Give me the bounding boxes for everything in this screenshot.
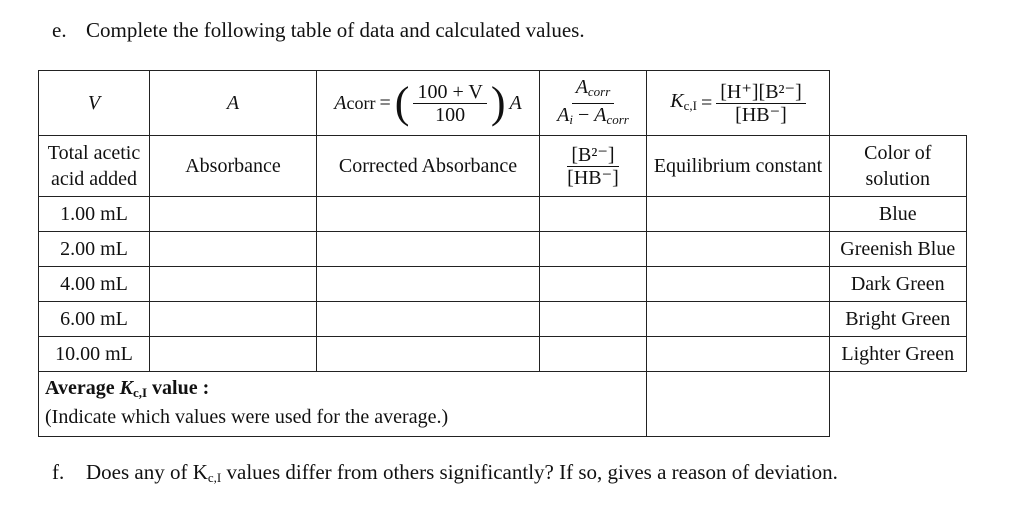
ratio-input-cell[interactable] [540, 197, 647, 232]
subheader-volume: Total acetic acid added [39, 136, 150, 197]
corrected-input-cell[interactable] [317, 197, 540, 232]
corrected-input-cell[interactable] [317, 302, 540, 337]
question-f-sub: c,I [207, 470, 222, 485]
absorbance-input-cell[interactable] [150, 302, 317, 337]
header-symbol-row [39, 71, 967, 136]
color-cell: Greenish Blue [830, 232, 967, 267]
ratio-input-cell[interactable] [540, 232, 647, 267]
color-cell: Lighter Green [830, 337, 967, 372]
question-e [52, 18, 585, 43]
color-cell: Blue [830, 197, 967, 232]
header-corrected-formula: Acorr = ( $\frac{100 + V}{100}$ ) A [317, 71, 540, 136]
header-volume-symbol: V [39, 71, 150, 136]
average-note: (Indicate which values were used for the average.) [45, 406, 449, 428]
average-label-cell: Average Kc,I value : (Indicate which values were used for the average.) [39, 372, 647, 437]
k-input-cell[interactable] [647, 337, 830, 372]
subheader-k: Equilibrium constant [647, 136, 830, 197]
k-input-cell[interactable] [647, 197, 830, 232]
corrected-input-cell[interactable] [317, 267, 540, 302]
volume-cell: 4.00 mL [39, 267, 150, 302]
corrected-input-cell[interactable] [317, 232, 540, 267]
volume-cell: 2.00 mL [39, 232, 150, 267]
question-f-label: f. [52, 460, 65, 484]
table-row [39, 337, 967, 372]
volume-cell: 1.00 mL [39, 197, 150, 232]
color-cell: Bright Green [830, 302, 967, 337]
subheader-ratio: $\frac{\text{[B²⁻]}}{[HB^-]}$ [540, 136, 647, 197]
question-f-text-after: values differ from others significantly? If so, gives a reason of deviation. [221, 460, 838, 484]
absorbance-input-cell[interactable] [150, 267, 317, 302]
question-e-text: Complete the following table of data and calculated values. [86, 18, 585, 42]
header-k-formula: Kc,I = $\frac{\text{[H⁺][B²⁻]}}{[HB^-]}$ [647, 71, 830, 136]
question-f-text: Does any of K [86, 460, 208, 484]
absorbance-input-cell[interactable] [150, 197, 317, 232]
header-absorbance-symbol: A [150, 71, 317, 136]
question-f [52, 460, 838, 486]
color-cell: Dark Green [830, 267, 967, 302]
k-input-cell[interactable] [647, 302, 830, 337]
absorbance-input-cell[interactable] [150, 337, 317, 372]
ratio-input-cell[interactable] [540, 337, 647, 372]
data-table [38, 70, 967, 437]
average-k-input-cell[interactable] [647, 372, 830, 437]
k-input-cell[interactable] [647, 232, 830, 267]
table-row [39, 302, 967, 337]
table-row [39, 197, 967, 232]
question-e-label: e. [52, 18, 67, 42]
volume-cell: 6.00 mL [39, 302, 150, 337]
table-row [39, 267, 967, 302]
table-row [39, 232, 967, 267]
header-label-row [39, 136, 967, 197]
volume-cell: 10.00 mL [39, 337, 150, 372]
subheader-corrected: Corrected Absorbance [317, 136, 540, 197]
average-blank [830, 372, 967, 437]
ratio-input-cell[interactable] [540, 302, 647, 337]
average-row [39, 372, 967, 437]
ratio-input-cell[interactable] [540, 267, 647, 302]
header-color-blank [830, 71, 967, 136]
subheader-absorbance: Absorbance [150, 136, 317, 197]
corrected-input-cell[interactable] [317, 337, 540, 372]
subheader-color: Color of solution [830, 136, 967, 197]
absorbance-input-cell[interactable] [150, 232, 317, 267]
header-ratio-formula: $\frac{\text{Acorr}}{\text{Ai − Acorr}}$ [540, 71, 647, 136]
k-input-cell[interactable] [647, 267, 830, 302]
